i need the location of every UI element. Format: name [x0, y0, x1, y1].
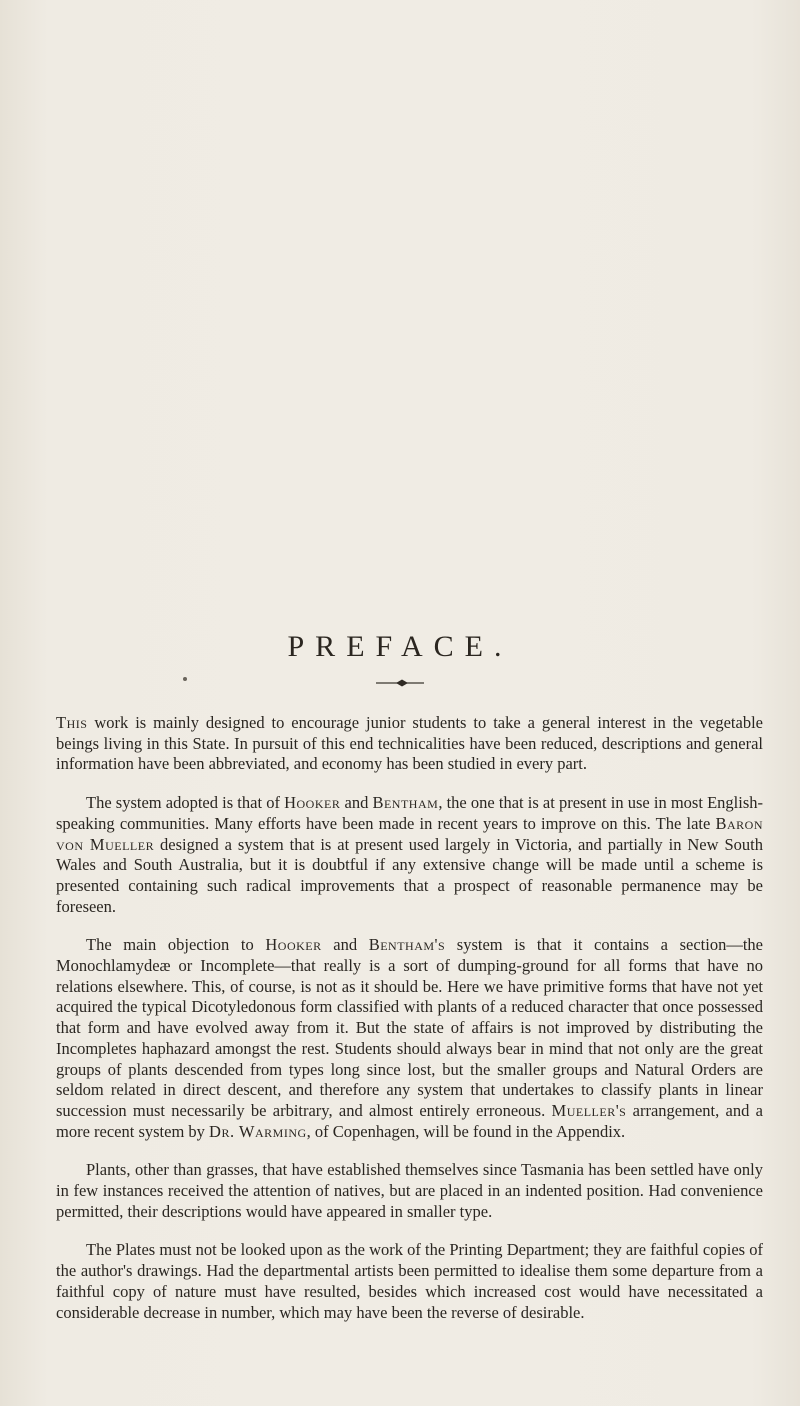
- arrow-rule-ornament-icon: [0, 676, 800, 690]
- paragraph-4: [56, 1160, 763, 1222]
- paragraph-text: work is mainly designed to encourage junior students to take a general interest in the vegetable beings living in this State. In pursuit of this end technicalities have been reduced, descriptions and general information have been abbreviated, and economy has been studied in every part.: [56, 713, 763, 774]
- author-name: Dr. Warming: [209, 1121, 307, 1141]
- paragraph-text: , of Copenhagen, will be found in the Appendix.: [306, 1121, 626, 1141]
- paragraph-text: The system adopted is that of: [86, 793, 285, 813]
- paragraph-text: and: [340, 793, 373, 813]
- preface-body: [56, 713, 763, 1341]
- paragraph-text: The Plates must not be looked upon as the work of the Printing Department; they are faithful copies of the author's drawings. Had the departmental artists been permitted to idealise them some departure from a faithful copy of nature must have resulted, besides which increased cost would have necessitated a considerable decrease in number, which may have been the reverse of desirable.: [56, 1240, 763, 1322]
- paragraph-text: and: [321, 935, 369, 955]
- paragraph-2: [56, 793, 763, 917]
- author-name: Bentham: [372, 793, 439, 813]
- paragraph-text: Plants, other than grasses, that have established themselves since Tasmania has been settled have only in few instances received the attention of natives, but are placed in an indented position. Had convenience permitted, their descriptions would have appeared in smaller type.: [56, 1160, 763, 1221]
- paragraph-5: [56, 1240, 763, 1323]
- lead-word: This: [56, 713, 88, 732]
- paragraph-text: system is that it contains a section—the Monochlamydeæ or Incomplete—that really is a sort of dumping-ground for all forms that have no relations elsewhere. This, of course, is not as it should be. Here we have primitive forms that have not yet acquired the typical Dicotyledonous form classified with plants of a reduced character that once possessed that form and have evolved away from it. But the state of affairs is not improved by distributing the Incompletes haphazard amongst the rest. Students should always bear in mind that not only are the great groups of plants descended from types long since lost, but the smaller groups and Natural Orders are seldom related in direct descent, and therefore any system that undertakes to classify plants in linear succession must necessarily be arbitrary, and almost entirely erroneous.: [56, 935, 763, 1120]
- author-name: Bentham's: [368, 935, 446, 955]
- paragraph-1: [56, 713, 763, 775]
- author-name: Hooker: [284, 793, 341, 813]
- paragraph-text: The main objection to: [86, 935, 266, 955]
- paragraph-text: designed a system that is at present used largely in Victoria, and partially in New South Wales and South Australia, but it is doubtful if any extensive change will be made until a scheme is presented containing such radical improvements that a prospect of reasonable permanence may be foreseen.: [56, 834, 763, 916]
- author-name: Hooker: [265, 935, 322, 955]
- paragraph-text: arrangement, and a more recent system by: [56, 1100, 764, 1141]
- paragraph-3: [56, 935, 763, 1142]
- author-name: Mueller's: [551, 1100, 627, 1120]
- page-title: PREFACE.: [287, 630, 513, 663]
- author-name: Baron von Mueller: [56, 813, 763, 854]
- paragraph-text: , the one that is at present in use in most English-speaking communities. Many efforts have been made in recent years to improve on this. The late: [56, 793, 763, 833]
